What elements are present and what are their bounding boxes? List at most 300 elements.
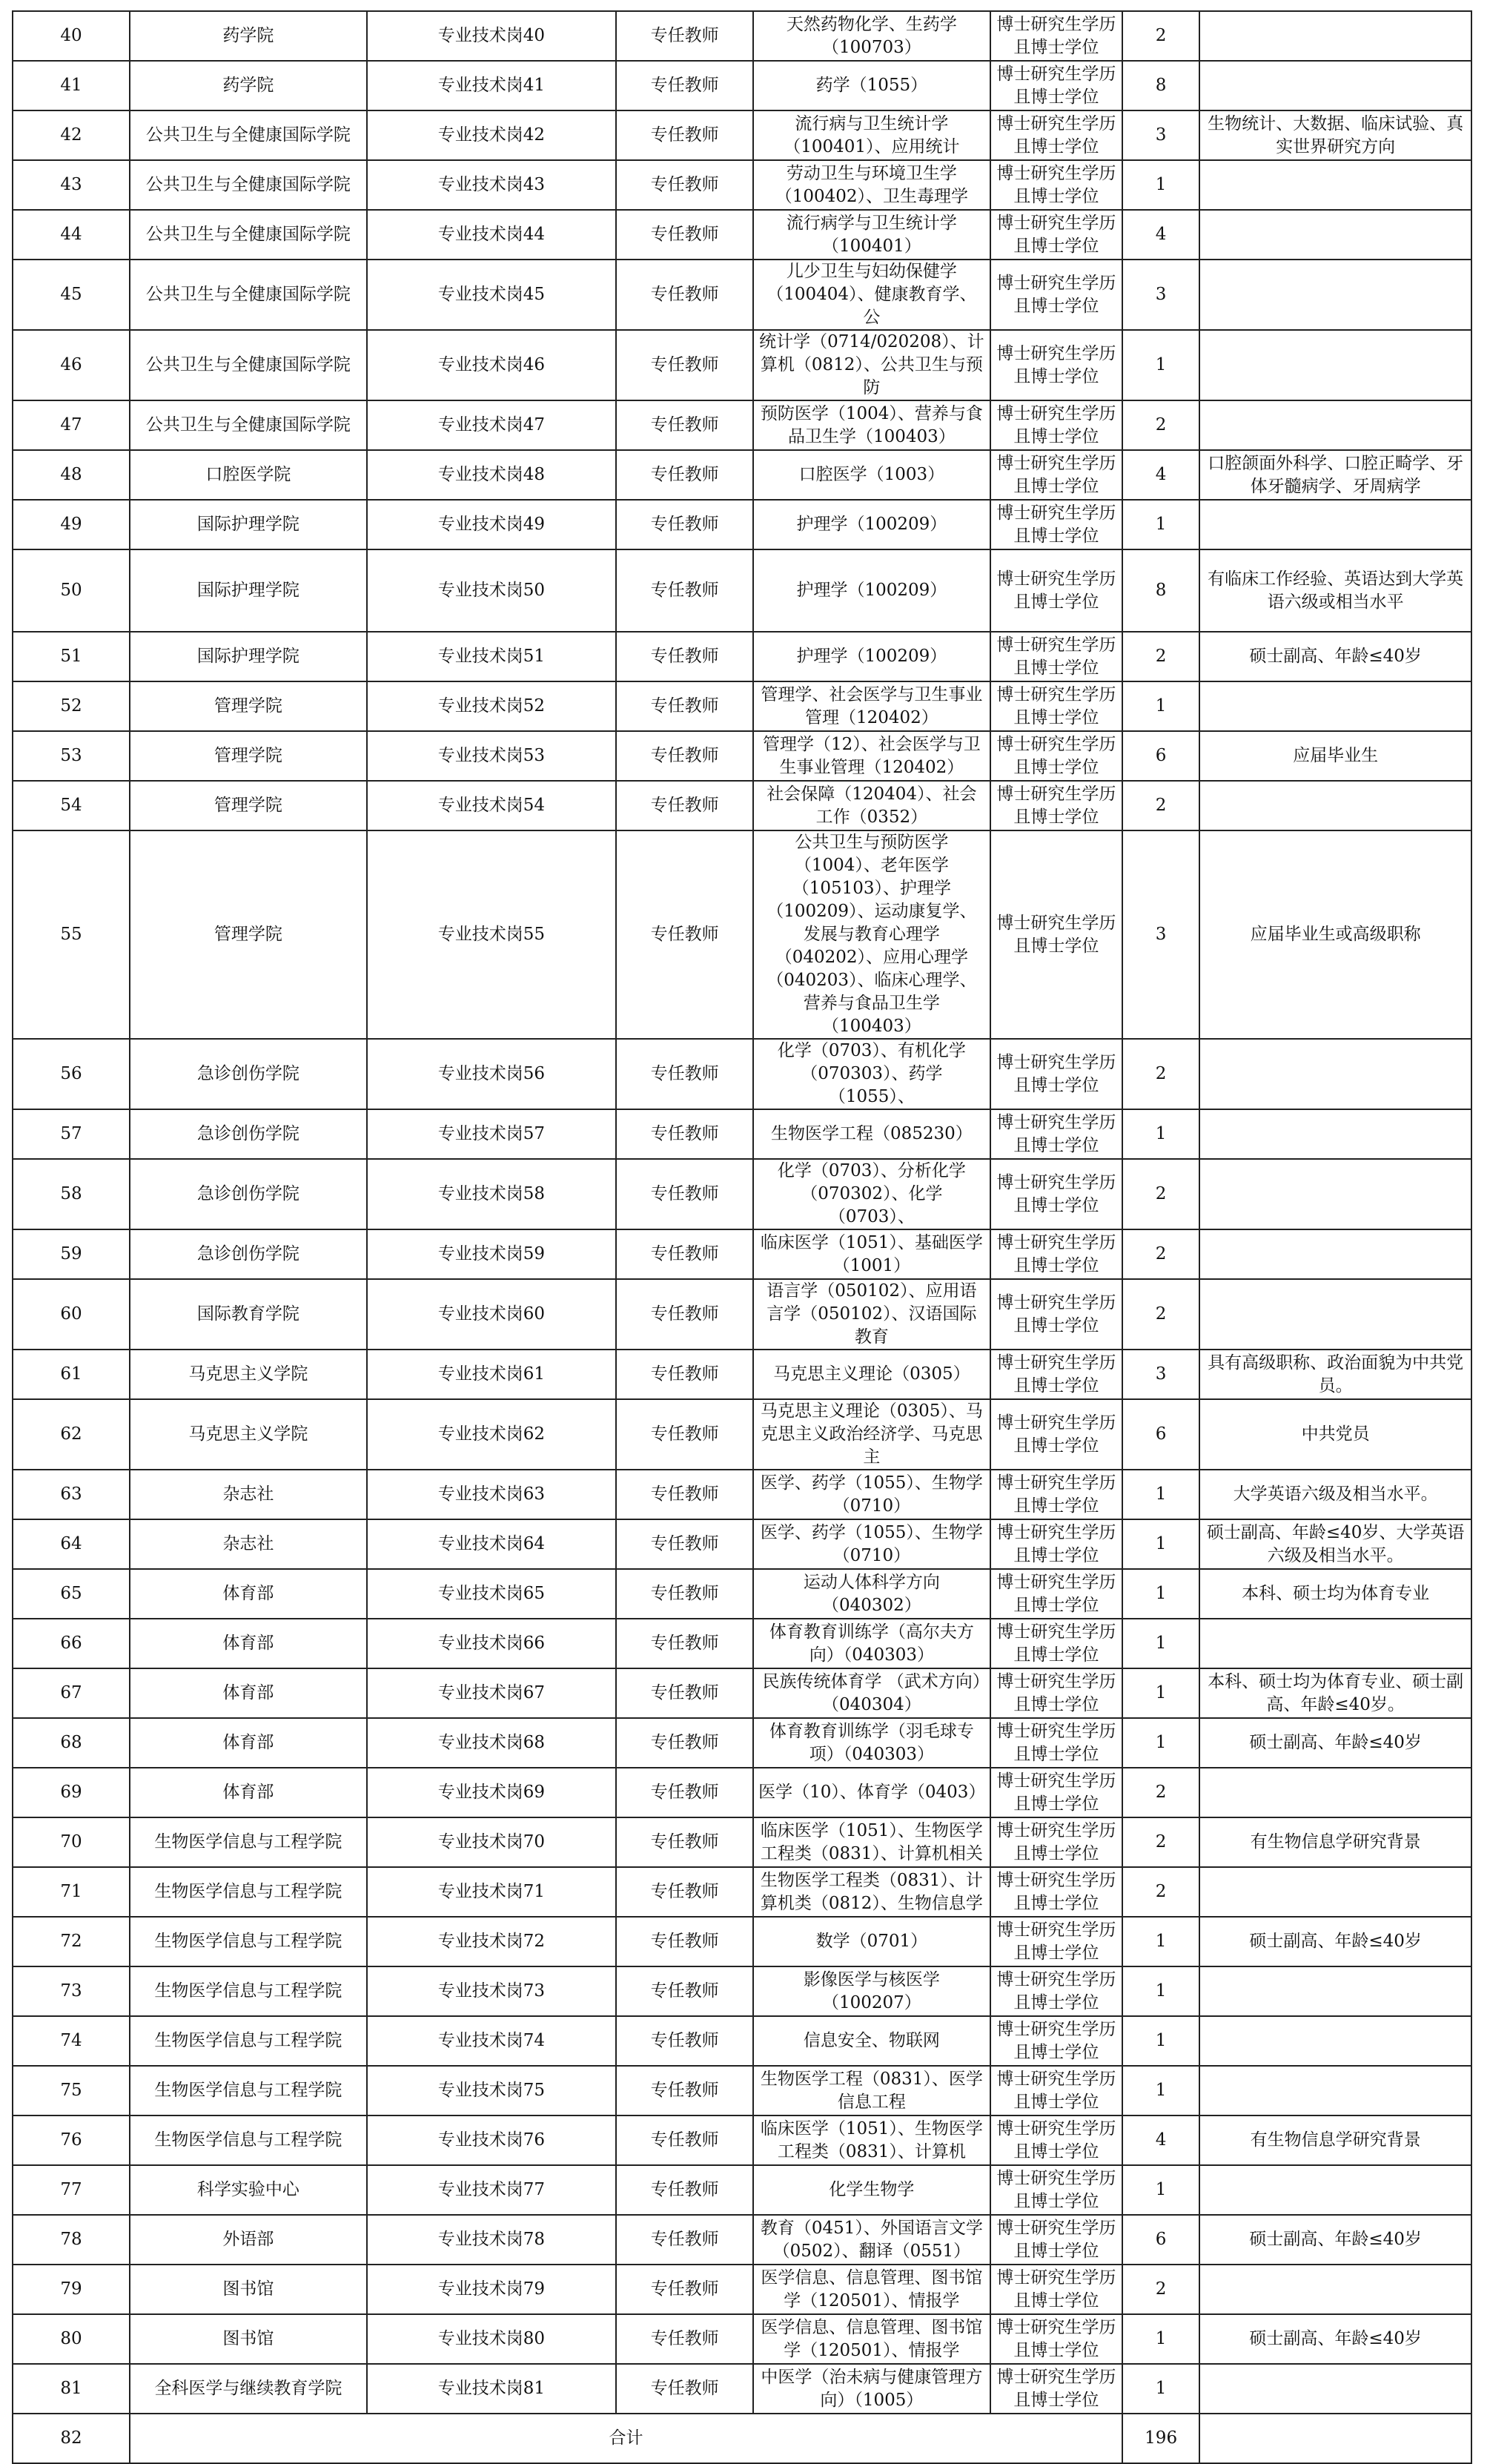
cell-post-type: 专任教师 [616,1039,753,1109]
cell-college: 管理学院 [130,781,367,830]
cell-post: 专业技术岗55 [367,830,616,1039]
cell-index: 78 [13,2215,130,2265]
cell-requirements: 本科、硕士均为体育专业、硕士副高、年龄≤40岁。 [1199,1668,1471,1718]
cell-major: 民族传统体育学 （武术方向）（040304） [753,1668,990,1718]
cell-post: 专业技术岗52 [367,681,616,731]
cell-headcount: 1 [1122,1718,1199,1768]
cell-post: 专业技术岗44 [367,210,616,260]
table-row [13,1109,1471,1159]
cell-education: 博士研究生学历且博士学位 [990,2066,1122,2115]
table-row [13,549,1471,632]
cell-post: 专业技术岗57 [367,1109,616,1159]
cell-headcount: 2 [1122,400,1199,450]
cell-post: 专业技术岗50 [367,549,616,632]
cell-headcount: 2 [1122,11,1199,61]
table-row [13,1519,1471,1569]
cell-requirements: 硕士副高、年龄≤40岁 [1199,1917,1471,1966]
cell-education: 博士研究生学历且博士学位 [990,2314,1122,2364]
cell-college: 生物医学信息与工程学院 [130,1966,367,2016]
cell-index: 63 [13,1470,130,1519]
cell-post: 专业技术岗73 [367,1966,616,2016]
cell-education: 博士研究生学历且博士学位 [990,500,1122,549]
cell-post-type: 专任教师 [616,110,753,160]
cell-major: 流行病学与卫生统计学（100401） [753,210,990,260]
cell-post-type: 专任教师 [616,681,753,731]
table-row [13,1718,1471,1768]
cell-index: 42 [13,110,130,160]
cell-headcount: 1 [1122,2314,1199,2364]
cell-major: 护理学（100209） [753,549,990,632]
cell-index: 80 [13,2314,130,2364]
cell-education: 博士研究生学历且博士学位 [990,1039,1122,1109]
cell-post-type: 专任教师 [616,549,753,632]
cell-major: 护理学（100209） [753,632,990,681]
table-row [13,110,1471,160]
cell-education: 博士研究生学历且博士学位 [990,830,1122,1039]
cell-post-type: 专任教师 [616,2265,753,2314]
cell-headcount: 1 [1122,2066,1199,2115]
cell-major: 统计学（0714/020208）、计算机（0812）、公共卫生与预防 [753,330,990,400]
cell-post-type: 专任教师 [616,1350,753,1399]
cell-major: 管理学、社会医学与卫生事业管理（120402） [753,681,990,731]
cell-index: 44 [13,210,130,260]
cell-headcount: 3 [1122,830,1199,1039]
cell-post: 专业技术岗81 [367,2364,616,2414]
cell-college: 外语部 [130,2215,367,2265]
cell-major: 马克思主义理论（0305）、马克思主义政治经济学、马克思主 [753,1399,990,1470]
cell-college: 生物医学信息与工程学院 [130,1867,367,1917]
cell-index: 52 [13,681,130,731]
cell-college: 体育部 [130,1668,367,1718]
table-row [13,330,1471,400]
cell-major: 劳动卫生与环境卫生学（100402）、卫生毒理学 [753,160,990,210]
cell-education: 博士研究生学历且博士学位 [990,160,1122,210]
cell-post: 专业技术岗62 [367,1399,616,1470]
cell-headcount: 2 [1122,632,1199,681]
cell-post-type: 专任教师 [616,2364,753,2414]
cell-post-type: 专任教师 [616,1668,753,1718]
cell-major: 临床医学（1051）、生物医学工程类（0831）、计算机 [753,2115,990,2165]
cell-education: 博士研究生学历且博士学位 [990,1159,1122,1229]
cell-requirements [1199,2364,1471,2414]
cell-requirements [1199,1768,1471,1817]
cell-college: 体育部 [130,1768,367,1817]
cell-post: 专业技术岗46 [367,330,616,400]
table-row [13,1867,1471,1917]
cell-headcount: 6 [1122,1399,1199,1470]
cell-major: 运动人体科学方向（040302） [753,1569,990,1619]
cell-major: 公共卫生与预防医学（1004）、老年医学（105103）、护理学（100209）、运动康复学、发展与教育心理学（040202）、应用心理学（040203）、临床心理学、营养与食品卫生学（100403） [753,830,990,1039]
cell-education: 博士研究生学历且博士学位 [990,2115,1122,2165]
cell-headcount: 1 [1122,330,1199,400]
cell-post: 专业技术岗45 [367,260,616,330]
cell-post: 专业技术岗51 [367,632,616,681]
cell-index: 64 [13,1519,130,1569]
table-row [13,1399,1471,1470]
cell-major: 生物医学工程类（0831）、计算机类（0812）、生物信息学 [753,1867,990,1917]
table-row [13,1470,1471,1519]
cell-headcount: 8 [1122,549,1199,632]
cell-headcount: 1 [1122,1668,1199,1718]
total-headcount: 196 [1122,2414,1199,2463]
cell-major: 流行病与卫生统计学（100401）、应用统计 [753,110,990,160]
cell-headcount: 1 [1122,1619,1199,1668]
cell-education: 博士研究生学历且博士学位 [990,1399,1122,1470]
cell-headcount: 2 [1122,1229,1199,1279]
cell-education: 博士研究生学历且博士学位 [990,330,1122,400]
cell-headcount: 6 [1122,2215,1199,2265]
table-row [13,260,1471,330]
cell-post-type: 专任教师 [616,1917,753,1966]
cell-headcount: 2 [1122,1817,1199,1867]
cell-headcount: 2 [1122,1159,1199,1229]
cell-major: 天然药物化学、生药学（100703） [753,11,990,61]
cell-index: 66 [13,1619,130,1668]
cell-education: 博士研究生学历且博士学位 [990,11,1122,61]
cell-post-type: 专任教师 [616,330,753,400]
cell-post: 专业技术岗41 [367,61,616,110]
cell-post: 专业技术岗74 [367,2016,616,2066]
cell-education: 博士研究生学历且博士学位 [990,731,1122,781]
cell-post: 专业技术岗71 [367,1867,616,1917]
cell-post-type: 专任教师 [616,1619,753,1668]
cell-index: 72 [13,1917,130,1966]
cell-post-type: 专任教师 [616,400,753,450]
cell-education: 博士研究生学历且博士学位 [990,549,1122,632]
cell-index: 77 [13,2165,130,2215]
cell-post-type: 专任教师 [616,1718,753,1768]
cell-college: 全科医学与继续教育学院 [130,2364,367,2414]
table-row [13,2215,1471,2265]
cell-college: 体育部 [130,1569,367,1619]
cell-post: 专业技术岗75 [367,2066,616,2115]
cell-college: 公共卫生与全健康国际学院 [130,330,367,400]
cell-post-type: 专任教师 [616,260,753,330]
cell-requirements [1199,210,1471,260]
cell-index: 51 [13,632,130,681]
cell-headcount: 6 [1122,731,1199,781]
cell-major: 生物医学工程（085230） [753,1109,990,1159]
cell-requirements [1199,500,1471,549]
cell-college: 急诊创伤学院 [130,1039,367,1109]
cell-college: 生物医学信息与工程学院 [130,1917,367,1966]
table-row [13,1039,1471,1109]
cell-major: 儿少卫生与妇幼保健学（100404）、健康教育学、公 [753,260,990,330]
cell-post: 专业技术岗72 [367,1917,616,1966]
cell-college: 生物医学信息与工程学院 [130,2016,367,2066]
cell-requirements [1199,2016,1471,2066]
cell-requirements [1199,681,1471,731]
cell-post-type: 专任教师 [616,1229,753,1279]
cell-headcount: 1 [1122,1109,1199,1159]
cell-index: 46 [13,330,130,400]
cell-major: 化学（0703）、分析化学（070302）、化学（0703）、 [753,1159,990,1229]
cell-index: 60 [13,1279,130,1350]
cell-college: 公共卫生与全健康国际学院 [130,400,367,450]
cell-post-type: 专任教师 [616,1966,753,2016]
cell-education: 博士研究生学历且博士学位 [990,681,1122,731]
cell-post-type: 专任教师 [616,500,753,549]
cell-requirements: 硕士副高、年龄≤40岁 [1199,632,1471,681]
cell-headcount: 2 [1122,781,1199,830]
cell-major: 管理学（12）、社会医学与卫生事业管理（120402） [753,731,990,781]
cell-requirements [1199,260,1471,330]
cell-headcount: 4 [1122,2115,1199,2165]
cell-education: 博士研究生学历且博士学位 [990,450,1122,500]
cell-index: 73 [13,1966,130,2016]
cell-college: 药学院 [130,61,367,110]
table-row [13,2165,1471,2215]
cell-post-type: 专任教师 [616,632,753,681]
cell-index: 62 [13,1399,130,1470]
cell-education: 博士研究生学历且博士学位 [990,1867,1122,1917]
cell-index: 75 [13,2066,130,2115]
cell-education: 博士研究生学历且博士学位 [990,781,1122,830]
cell-headcount: 3 [1122,1350,1199,1399]
cell-post-type: 专任教师 [616,1109,753,1159]
cell-college: 杂志社 [130,1519,367,1569]
cell-post: 专业技术岗48 [367,450,616,500]
cell-college: 图书馆 [130,2265,367,2314]
cell-post-type: 专任教师 [616,210,753,260]
cell-education: 博士研究生学历且博士学位 [990,1817,1122,1867]
cell-education: 博士研究生学历且博士学位 [990,1768,1122,1817]
cell-index: 47 [13,400,130,450]
cell-post-type: 专任教师 [616,1470,753,1519]
cell-college: 口腔医学院 [130,450,367,500]
cell-requirements [1199,1109,1471,1159]
table-row [13,400,1471,450]
cell-index: 55 [13,830,130,1039]
cell-requirements [1199,1229,1471,1279]
table-row [13,1229,1471,1279]
cell-requirements [1199,1867,1471,1917]
cell-requirements [1199,1039,1471,1109]
cell-index: 81 [13,2364,130,2414]
cell-college: 公共卫生与全健康国际学院 [130,210,367,260]
cell-major: 医学信息、信息管理、图书馆学（120501）、情报学 [753,2314,990,2364]
cell-index: 67 [13,1668,130,1718]
cell-requirements: 有生物信息学研究背景 [1199,2115,1471,2165]
cell-major: 教育（0451）、外国语言文学（0502）、翻译（0551） [753,2215,990,2265]
cell-requirements: 应届毕业生或高级职称 [1199,830,1471,1039]
cell-requirements: 硕士副高、年龄≤40岁、大学英语六级及相当水平。 [1199,1519,1471,1569]
table-row [13,1966,1471,2016]
cell-headcount: 3 [1122,260,1199,330]
cell-post: 专业技术岗64 [367,1519,616,1569]
cell-post: 专业技术岗78 [367,2215,616,2265]
table-row [13,632,1471,681]
cell-post-type: 专任教师 [616,1768,753,1817]
cell-post-type: 专任教师 [616,1569,753,1619]
cell-headcount: 1 [1122,1519,1199,1569]
cell-headcount: 1 [1122,500,1199,549]
cell-education: 博士研究生学历且博士学位 [990,1569,1122,1619]
cell-post: 专业技术岗49 [367,500,616,549]
cell-major: 临床医学（1051）、生物医学工程类（0831）、计算机相关 [753,1817,990,1867]
cell-post-type: 专任教师 [616,2066,753,2115]
cell-major: 马克思主义理论（0305） [753,1350,990,1399]
cell-headcount: 1 [1122,681,1199,731]
cell-major: 护理学（100209） [753,500,990,549]
cell-index: 59 [13,1229,130,1279]
cell-post: 专业技术岗63 [367,1470,616,1519]
cell-education: 博士研究生学历且博士学位 [990,2016,1122,2066]
cell-major: 药学（1055） [753,61,990,110]
cell-requirements [1199,1159,1471,1229]
cell-major: 信息安全、物联网 [753,2016,990,2066]
cell-headcount: 1 [1122,1470,1199,1519]
cell-post-type: 专任教师 [616,450,753,500]
cell-education: 博士研究生学历且博士学位 [990,1966,1122,2016]
cell-post-type: 专任教师 [616,61,753,110]
cell-requirements [1199,61,1471,110]
cell-requirements [1199,2165,1471,2215]
cell-requirements: 有临床工作经验、英语达到大学英语六级或相当水平 [1199,549,1471,632]
table-row [13,2265,1471,2314]
cell-post: 专业技术岗69 [367,1768,616,1817]
cell-post-type: 专任教师 [616,1817,753,1867]
cell-college: 马克思主义学院 [130,1350,367,1399]
cell-headcount: 1 [1122,2016,1199,2066]
total-label: 合计 [130,2414,1122,2463]
cell-major: 数学（0701） [753,1917,990,1966]
cell-headcount: 1 [1122,1966,1199,2016]
cell-post-type: 专任教师 [616,830,753,1039]
cell-index: 76 [13,2115,130,2165]
cell-education: 博士研究生学历且博士学位 [990,1470,1122,1519]
cell-index: 50 [13,549,130,632]
cell-post-type: 专任教师 [616,2314,753,2364]
cell-major: 医学、药学（1055）、生物学（0710） [753,1519,990,1569]
cell-college: 科学实验中心 [130,2165,367,2215]
table-row [13,731,1471,781]
cell-index: 53 [13,731,130,781]
cell-college: 管理学院 [130,681,367,731]
cell-requirements: 口腔颌面外科学、口腔正畸学、牙体牙髓病学、牙周病学 [1199,450,1471,500]
table-row [13,830,1471,1039]
cell-index: 56 [13,1039,130,1109]
cell-major: 社会保障（120404）、社会工作（0352） [753,781,990,830]
table-row [13,160,1471,210]
cell-requirements: 生物统计、大数据、临床试验、真实世界研究方向 [1199,110,1471,160]
cell-headcount: 2 [1122,2265,1199,2314]
table-row [13,1817,1471,1867]
table-row [13,500,1471,549]
cell-college: 体育部 [130,1619,367,1668]
cell-index: 49 [13,500,130,549]
cell-index: 61 [13,1350,130,1399]
cell-headcount: 1 [1122,2165,1199,2215]
cell-major: 生物医学工程（0831）、医学信息工程 [753,2066,990,2115]
cell-education: 博士研究生学历且博士学位 [990,1619,1122,1668]
table-body [13,11,1471,2463]
cell-index: 70 [13,1817,130,1867]
cell-education: 博士研究生学历且博士学位 [990,400,1122,450]
cell-education: 博士研究生学历且博士学位 [990,2215,1122,2265]
cell-headcount: 1 [1122,1569,1199,1619]
cell-post-type: 专任教师 [616,2165,753,2215]
cell-post: 专业技术岗80 [367,2314,616,2364]
cell-headcount: 2 [1122,1039,1199,1109]
cell-requirements: 有生物信息学研究背景 [1199,1817,1471,1867]
table-row [13,1159,1471,1229]
cell-requirements: 具有高级职称、政治面貌为中共党员。 [1199,1350,1471,1399]
cell-college: 马克思主义学院 [130,1399,367,1470]
cell-college: 管理学院 [130,731,367,781]
total-blank [1199,2414,1471,2463]
cell-requirements [1199,2265,1471,2314]
cell-major: 口腔医学（1003） [753,450,990,500]
cell-requirements [1199,1279,1471,1350]
cell-index: 74 [13,2016,130,2066]
cell-headcount: 1 [1122,1917,1199,1966]
cell-headcount: 1 [1122,2364,1199,2414]
cell-post: 专业技术岗76 [367,2115,616,2165]
cell-major: 临床医学（1051）、基础医学（1001） [753,1229,990,1279]
table-row [13,210,1471,260]
cell-major: 医学信息、信息管理、图书馆学（120501）、情报学 [753,2265,990,2314]
cell-requirements: 本科、硕士均为体育专业 [1199,1569,1471,1619]
cell-headcount: 2 [1122,1867,1199,1917]
cell-post-type: 专任教师 [616,2016,753,2066]
table-row [13,2314,1471,2364]
cell-headcount: 2 [1122,1279,1199,1350]
cell-requirements [1199,781,1471,830]
cell-post-type: 专任教师 [616,1279,753,1350]
cell-education: 博士研究生学历且博士学位 [990,632,1122,681]
cell-education: 博士研究生学历且博士学位 [990,2364,1122,2414]
cell-requirements [1199,1966,1471,2016]
cell-post: 专业技术岗54 [367,781,616,830]
cell-requirements: 硕士副高、年龄≤40岁 [1199,1718,1471,1768]
cell-post: 专业技术岗43 [367,160,616,210]
cell-post: 专业技术岗42 [367,110,616,160]
cell-major: 体育教育训练学（羽毛球专项）（040303） [753,1718,990,1768]
cell-college: 公共卫生与全健康国际学院 [130,260,367,330]
cell-index: 40 [13,11,130,61]
cell-major: 化学（0703）、有机化学（070303）、药学（1055）、 [753,1039,990,1109]
table-row [13,781,1471,830]
cell-major: 预防医学（1004）、营养与食品卫生学（100403） [753,400,990,450]
cell-post-type: 专任教师 [616,11,753,61]
table-row [13,450,1471,500]
cell-major: 医学、药学（1055）、生物学（0710） [753,1470,990,1519]
cell-headcount: 2 [1122,1768,1199,1817]
cell-requirements: 硕士副高、年龄≤40岁 [1199,2215,1471,2265]
cell-index: 68 [13,1718,130,1768]
cell-index: 65 [13,1569,130,1619]
table-row [13,2115,1471,2165]
cell-education: 博士研究生学历且博士学位 [990,210,1122,260]
table-row [13,1350,1471,1399]
cell-headcount: 4 [1122,450,1199,500]
cell-requirements [1199,160,1471,210]
cell-post: 专业技术岗79 [367,2265,616,2314]
cell-college: 图书馆 [130,2314,367,2364]
cell-post: 专业技术岗66 [367,1619,616,1668]
table-row [13,1569,1471,1619]
cell-post: 专业技术岗70 [367,1817,616,1867]
cell-post-type: 专任教师 [616,1519,753,1569]
cell-post-type: 专任教师 [616,731,753,781]
cell-post-type: 专任教师 [616,2115,753,2165]
table-row [13,1917,1471,1966]
cell-post: 专业技术岗53 [367,731,616,781]
cell-post: 专业技术岗47 [367,400,616,450]
cell-post: 专业技术岗68 [367,1718,616,1768]
cell-college: 管理学院 [130,830,367,1039]
